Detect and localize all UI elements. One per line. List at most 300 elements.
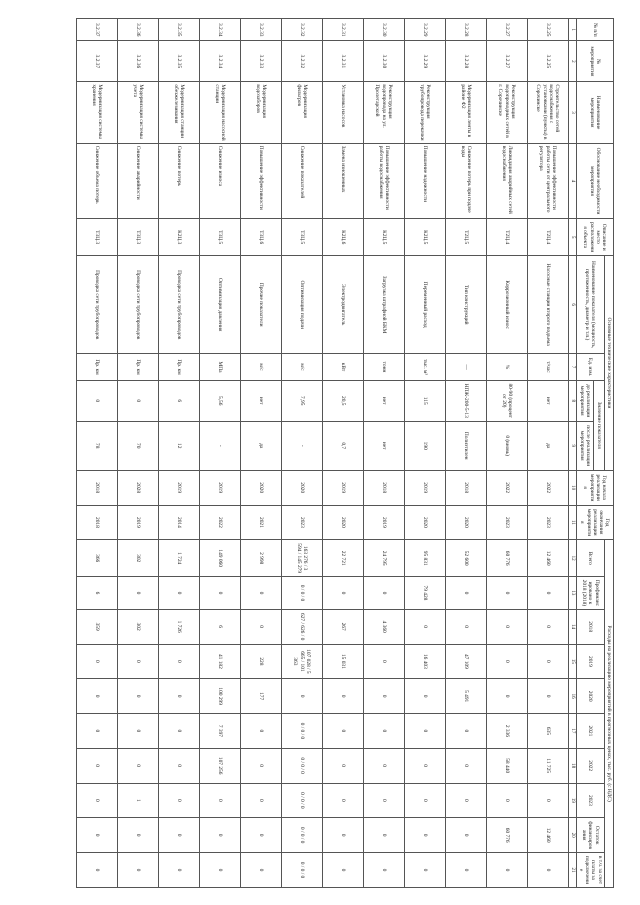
cell-just: Снижение потерь при подаче воды (445, 143, 486, 219)
cell-param: Оптимизация подачи (281, 256, 322, 354)
cell-no: 3.2.36 (117, 19, 158, 41)
cell-after: 78 (76, 421, 117, 470)
table-body (76, 19, 568, 888)
cell-obj: К2Ц.5 (404, 219, 445, 256)
cell-actual: 0 (527, 577, 568, 610)
cell-name: Реконструкция водопровода на ул. Пролетарской (363, 82, 404, 143)
cell-ye: 2018 (76, 505, 117, 540)
cell-total: 149 060 (199, 540, 240, 577)
cell-event: 3.2.35 (158, 41, 199, 82)
index-cell: 3 (568, 82, 576, 143)
cell-after: 12 (158, 421, 199, 470)
col-unit: Ед. изм. (576, 354, 604, 381)
cell-just: Снижение потерь (158, 143, 199, 219)
table-row (527, 19, 568, 888)
cell-y2018: 359 (76, 609, 117, 644)
cell-actual: 0 / 0 / 0 (281, 577, 322, 610)
index-cell: 2 (568, 41, 576, 82)
col-no: № п/п (576, 19, 613, 41)
cell-y2023: 0 (199, 783, 240, 818)
cell-param: Загрузка штрафной БКМ (363, 256, 404, 354)
col-group-param-value: Значение показателя (594, 380, 605, 470)
cell-obj: Т3Ц.3 (76, 219, 117, 256)
cell-conn: 0 (199, 853, 240, 888)
col-2022: 2022 (576, 748, 604, 783)
cell-unit: Пр. км (76, 354, 117, 381)
cell-name: Установка насосов (322, 82, 363, 143)
table-row (281, 19, 322, 888)
table-row (445, 19, 486, 888)
cell-event: 3.2.36 (117, 41, 158, 82)
cell-y2020: 0 (158, 679, 199, 714)
cell-y2019: 0 (76, 644, 117, 679)
cell-event: 3.2.33 (240, 41, 281, 82)
cell-rest: 0 (199, 818, 240, 853)
cell-y2023: 0 (404, 783, 445, 818)
index-cell: 19 (568, 783, 576, 818)
cell-actual: 0 (240, 577, 281, 610)
cell-actual: 79 428 (404, 577, 445, 610)
cell-no: 3.2.33 (240, 19, 281, 41)
cell-obj: К2Ц.5 (363, 219, 404, 256)
index-cell: 5 (568, 219, 576, 256)
cell-conn: 0 (404, 853, 445, 888)
index-cell: 20 (568, 818, 576, 853)
index-cell: 14 (568, 609, 576, 644)
cell-y2023: 0 (527, 783, 568, 818)
cell-total: 163 276 / 3 594 / 145 279 (281, 540, 322, 577)
cell-before: нет (527, 380, 568, 421)
cell-obj: Т2Ц.4 (486, 219, 527, 256)
cell-ye: 2022 (199, 505, 240, 540)
cell-before: 5,56 (199, 380, 240, 421)
cell-actual: 0 (117, 577, 158, 610)
cell-before: 6 (158, 380, 199, 421)
cell-y2023: 0 (76, 783, 117, 818)
cell-unit: % (486, 354, 527, 381)
cell-just: Повышение эффективности (240, 143, 281, 219)
cell-y2018: 267 (322, 609, 363, 644)
cell-y2020: 0 (363, 679, 404, 714)
cell-no: 3.2.37 (76, 19, 117, 41)
cell-no: 3.2.29 (404, 19, 445, 41)
cell-obj: Т3Ц.3 (117, 219, 158, 256)
cell-ys: 2022 (527, 470, 568, 505)
index-cell: 8 (568, 380, 576, 421)
cell-y2018: 0 (445, 609, 486, 644)
cell-conn: 0 (117, 853, 158, 888)
cell-unit: кВт (322, 354, 363, 381)
cell-after: да (240, 421, 281, 470)
cell-just: Ликвидация аварийных сетей водоснабжения (486, 143, 527, 219)
cell-conn: 0 (486, 853, 527, 888)
cell-rest: 12 460 (527, 818, 568, 853)
rotated-table-wrapper (44, 18, 614, 888)
cell-ys: 2018 (363, 470, 404, 505)
cell-ys: 2019 (158, 470, 199, 505)
cell-after: 190 (404, 421, 445, 470)
cell-actual: 6 (76, 577, 117, 610)
cell-obj: Т2Ц.4 (527, 219, 568, 256)
cell-conn: 0 (322, 853, 363, 888)
cell-y2021: 0 (445, 714, 486, 749)
cell-before: 7,95 (281, 380, 322, 421)
cell-ys: 2020 (281, 470, 322, 505)
cell-total: 95 831 (404, 540, 445, 577)
cell-actual: 0 (158, 577, 199, 610)
index-cell: 21 (568, 853, 576, 888)
cell-y2019: 0 (158, 644, 199, 679)
cell-y2021: 0 (158, 714, 199, 749)
cell-ys: 2020 (240, 470, 281, 505)
cell-event: 3.2.32 (281, 41, 322, 82)
cell-before: 115 (404, 380, 445, 421)
cell-conn: 0 (527, 853, 568, 888)
cell-before: 20,5 (322, 380, 363, 421)
table-row (363, 19, 404, 888)
table-row (199, 19, 240, 888)
cell-y2022: 0 (404, 748, 445, 783)
cell-event: 3.2.27 (486, 41, 527, 82)
cell-y2018: 0 (240, 609, 281, 644)
cell-event: 3.2.25 (527, 41, 568, 82)
cell-just: Повышение эффективности работы сети от центрального регулятора (527, 143, 568, 219)
cell-param: Проводка сети трубопроводов (117, 256, 158, 354)
cell-total: 2 998 (240, 540, 281, 577)
cell-y2020: 0 (527, 679, 568, 714)
cell-y2022: 0 (240, 748, 281, 783)
cell-actual: 0 (363, 577, 404, 610)
cell-total: 302 (117, 540, 158, 577)
cell-y2020: 0 (117, 679, 158, 714)
cell-y2018: 4 360 (363, 609, 404, 644)
cell-unit: Пр. км (158, 354, 199, 381)
col-param-name: Наименование показателя (мощность, протяженность, диаметр и т.п.) (576, 256, 604, 354)
cell-y2023: 0 (158, 783, 199, 818)
cell-y2019: 228 (240, 644, 281, 679)
cell-rest: 0 (117, 818, 158, 853)
cell-param: Проводка сети трубопроводов (158, 256, 199, 354)
cell-y2021: 0 (363, 714, 404, 749)
cell-rest: 0 (322, 818, 363, 853)
cell-unit: м/с (240, 354, 281, 381)
cell-y2020: 0 (322, 679, 363, 714)
cell-no: 3.2.31 (322, 19, 363, 41)
col-after-impl: после реализации мероприятия (576, 421, 594, 470)
cell-ys: 2019 (199, 470, 240, 505)
cell-y2022: 0 (76, 748, 117, 783)
cell-ye: 2014 (158, 505, 199, 540)
cell-y2022: 107 256 (199, 748, 240, 783)
cell-y2020: 0 (404, 679, 445, 714)
cell-param: Тип конструкций (445, 256, 486, 354)
col-actual: Профинансировано к 2018 (2018) (576, 577, 604, 610)
cell-after: 70 (117, 421, 158, 470)
cell-before: 80-90 (процент от 20) (486, 380, 527, 421)
cell-conn: 0 (363, 853, 404, 888)
cell-y2022: 0 (158, 748, 199, 783)
cell-total: 1 724 (158, 540, 199, 577)
cell-y2018: 302 (117, 609, 158, 644)
cell-ye: 2023 (281, 505, 322, 540)
col-after: Остаток финансирования (576, 818, 604, 853)
cell-y2023: 0 (322, 783, 363, 818)
col-2019: 2019 (576, 644, 604, 679)
cell-y2020: 0 (76, 679, 117, 714)
cell-y2019: 47 109 (445, 644, 486, 679)
cell-actual: 0 (199, 577, 240, 610)
cell-ys: 2018 (76, 470, 117, 505)
cell-rest: 60 776 (486, 818, 527, 853)
cell-before: нет (363, 380, 404, 421)
cell-y2021: 0 (240, 714, 281, 749)
index-cell: 15 (568, 644, 576, 679)
cell-y2019: 0 (527, 644, 568, 679)
col-event-name: Наименование мероприятия (576, 82, 613, 143)
investment-program-table (76, 18, 614, 888)
index-cell: 4 (568, 143, 576, 219)
cell-y2019: 0 (117, 644, 158, 679)
cell-ye: 2019 (363, 505, 404, 540)
cell-param: Прочие показатели (240, 256, 281, 354)
cell-y2022: 0 (445, 748, 486, 783)
cell-y2020: 177 (240, 679, 281, 714)
cell-name: Реконструкция водопроводных сетей в г. Сорочинске (486, 82, 527, 143)
cell-no: 3.2.28 (445, 19, 486, 41)
table-row (240, 19, 281, 888)
cell-y2018: 6 (199, 609, 240, 644)
cell-unit: — (445, 354, 486, 381)
cell-actual: 0 (486, 577, 527, 610)
cell-total: 52 600 (445, 540, 486, 577)
index-cell: 12 (568, 540, 576, 577)
cell-param: Переменный расход (404, 256, 445, 354)
cell-name: Модернизация водозаборов (240, 82, 281, 143)
cell-y2021: 0 (76, 714, 117, 749)
cell-y2022: 0 (322, 748, 363, 783)
col-2023: 2023 (576, 783, 604, 818)
cell-rest: 0 (240, 818, 281, 853)
cell-y2019: 107 028 / 5 665 / 101 363 (281, 644, 322, 679)
cell-unit: МПа (199, 354, 240, 381)
cell-conn: 0 / 0 / 0 (281, 853, 322, 888)
cell-ys: 2019 (322, 470, 363, 505)
cell-unit: Пр. км (117, 354, 158, 381)
cell-before: нет (240, 380, 281, 421)
cell-event: 3.2.29 (404, 41, 445, 82)
cell-y2021: 0 (404, 714, 445, 749)
cell-obj: К2Ц.6 (322, 219, 363, 256)
cell-no: 3.2.27 (486, 19, 527, 41)
table-row (322, 19, 363, 888)
cell-y2022: 11 725 (527, 748, 568, 783)
index-cell: 17 (568, 714, 576, 749)
index-cell: 10 (568, 470, 576, 505)
cell-param: Электродвигатель (322, 256, 363, 354)
cell-y2021: 635 (527, 714, 568, 749)
col-before: до реализации мероприятия (576, 380, 594, 421)
cell-y2021: 0 (322, 714, 363, 749)
cell-y2023: 0 (240, 783, 281, 818)
cell-ys: 2019 (404, 470, 445, 505)
cell-event: 3.2.37 (76, 41, 117, 82)
index-cell: 7 (568, 354, 576, 381)
cell-y2022: 0 (363, 748, 404, 783)
cell-param: Проводка сети трубопроводов (76, 256, 117, 354)
cell-event: 3.2.34 (199, 41, 240, 82)
cell-no: 3.2.34 (199, 19, 240, 41)
col-total: Всего (576, 540, 604, 577)
cell-ye: 2020 (322, 505, 363, 540)
cell-just: Снижение износа (199, 143, 240, 219)
col-year-end: Год окончания реализации мероприятия (576, 505, 613, 540)
cell-ye: 2019 (117, 505, 158, 540)
col-justification: Обоснование необходимости мероприятия (576, 143, 613, 219)
cell-rest: 0 / 0 / 0 (281, 818, 322, 853)
cell-just: Замена изношенных (322, 143, 363, 219)
index-cell: 6 (568, 256, 576, 354)
col-2018: 2018 (576, 609, 604, 644)
cell-after: - (281, 421, 322, 470)
cell-after: Полиэтилен (445, 421, 486, 470)
cell-y2018: 627 / 626 / 0 (281, 609, 322, 644)
cell-y2018: 0 (486, 609, 527, 644)
cell-y2021: 0 (117, 714, 158, 749)
col-year-start: Год начала реализации мероприятия (576, 470, 613, 505)
cell-ys: 2022 (486, 470, 527, 505)
cell-before: 0 (117, 380, 158, 421)
cell-ye: 2020 (445, 505, 486, 540)
col-2021: 2021 (576, 714, 604, 749)
cell-after: - (199, 421, 240, 470)
cell-param: Насосные станции второго подъема (527, 256, 568, 354)
cell-before: 0 (76, 380, 117, 421)
cell-obj: Т2Ц.5 (445, 219, 486, 256)
cell-obj: Т3Ц.6 (240, 219, 281, 256)
cell-after: 0 (вновь) (486, 421, 527, 470)
cell-total: 12 460 (527, 540, 568, 577)
cell-after: нет (363, 421, 404, 470)
cell-just: Снижение показателей (281, 143, 322, 219)
cell-conn: 0 (76, 853, 117, 888)
index-cell: 16 (568, 679, 576, 714)
cell-unit: тыс. м³ (404, 354, 445, 381)
cell-y2020: 5 491 (445, 679, 486, 714)
cell-rest: 0 (363, 818, 404, 853)
cell-just: Снижение объема потерь (76, 143, 117, 219)
index-cell: 18 (568, 748, 576, 783)
table-row (404, 19, 445, 888)
cell-obj: К2Ц.3 (158, 219, 199, 256)
cell-no: 3.2.30 (363, 19, 404, 41)
cell-rest: 0 (76, 818, 117, 853)
cell-y2020: 0 (486, 679, 527, 714)
cell-name: Модернизация системы учета (117, 82, 158, 143)
cell-ye: 2020 (404, 505, 445, 540)
cell-y2021: 2 336 (486, 714, 527, 749)
table-row (117, 19, 158, 888)
cell-just: Повышение эффективности работы водоснабжения (363, 143, 404, 219)
cell-ye: 2021 (240, 505, 281, 540)
cell-total: 24 795 (363, 540, 404, 577)
cell-y2019: 0 (486, 644, 527, 679)
cell-ye: 2023 (486, 505, 527, 540)
cell-after: 0,7 (322, 421, 363, 470)
cell-event: 3.2.31 (322, 41, 363, 82)
cell-actual: 0 (445, 577, 486, 610)
cell-total: 366 (76, 540, 117, 577)
cell-y2021: 7 397 (199, 714, 240, 749)
table-row (486, 19, 527, 888)
cell-name: Модернизация ленты в районе Ф2 (445, 82, 486, 143)
cell-y2020: 0 (281, 679, 322, 714)
cell-ys: 2018 (445, 470, 486, 505)
cell-after: да (527, 421, 568, 470)
cell-y2019: 0 (363, 644, 404, 679)
cell-rest: 0 (158, 818, 199, 853)
cell-name: Модернизация фильтров (281, 82, 322, 143)
col-group-financing: Расходы на реализацию мероприятий в прогнозных ценах, тыс. руб. (с НДС) (604, 540, 613, 888)
cell-param: Коррозионный износ (486, 256, 527, 354)
index-cell: 9 (568, 421, 576, 470)
cell-conn: 0 (445, 853, 486, 888)
cell-y2018: 0 (404, 609, 445, 644)
cell-y2018: 1 726 (158, 609, 199, 644)
col-after-2: в т.ч. за счет платы за подключение (576, 853, 604, 888)
cell-conn: 0 (158, 853, 199, 888)
index-cell: 11 (568, 505, 576, 540)
table-row (158, 19, 199, 888)
cell-no: 3.2.35 (158, 19, 199, 41)
col-event-no: № мероприятия (576, 41, 613, 82)
index-cell: 1 (568, 19, 576, 41)
cell-no: 3.2.25 (527, 19, 568, 41)
cell-unit: м/с (281, 354, 322, 381)
cell-name: Модернизация станции обезжелезивания (158, 82, 199, 143)
cell-y2023: 0 (445, 783, 486, 818)
col-2020: 2020 (576, 679, 604, 714)
cell-total: 22 721 (322, 540, 363, 577)
cell-rest: 0 (404, 818, 445, 853)
cell-y2023: 0 / 0 / 0 (281, 783, 322, 818)
cell-y2023: 0 (486, 783, 527, 818)
table-row (76, 19, 117, 888)
cell-y2019: 41 182 (199, 644, 240, 679)
cell-name: Модернизация системы хранения (76, 82, 117, 143)
cell-event: 3.2.28 (445, 41, 486, 82)
cell-y2019: 15 031 (322, 644, 363, 679)
cell-no: 3.2.32 (281, 19, 322, 41)
cell-total: 60 776 (486, 540, 527, 577)
cell-before: НПЖ-200-5-13 (445, 380, 486, 421)
cell-y2021: 0 / 0 / 0 (281, 714, 322, 749)
cell-y2022: 58 440 (486, 748, 527, 783)
cell-obj: Т3Ц.5 (281, 219, 322, 256)
cell-name: Модернизация насосной станции (199, 82, 240, 143)
cell-obj: Т3Ц.5 (199, 219, 240, 256)
cell-y2018: 0 (527, 609, 568, 644)
col-group-characteristics: Основные технические характеристики (604, 256, 613, 471)
cell-y2023: 1 (117, 783, 158, 818)
cell-y2022: 0 (117, 748, 158, 783)
cell-name: Реконструкция трубопровода перекачки (404, 82, 445, 143)
cell-unit: тонн (363, 354, 404, 381)
col-object-id: Описание и место расположения объекта (576, 219, 613, 256)
cell-y2020: 100 299 (199, 679, 240, 714)
index-cell: 13 (568, 577, 576, 610)
cell-rest: 0 (445, 818, 486, 853)
cell-ys: 2028 (117, 470, 158, 505)
